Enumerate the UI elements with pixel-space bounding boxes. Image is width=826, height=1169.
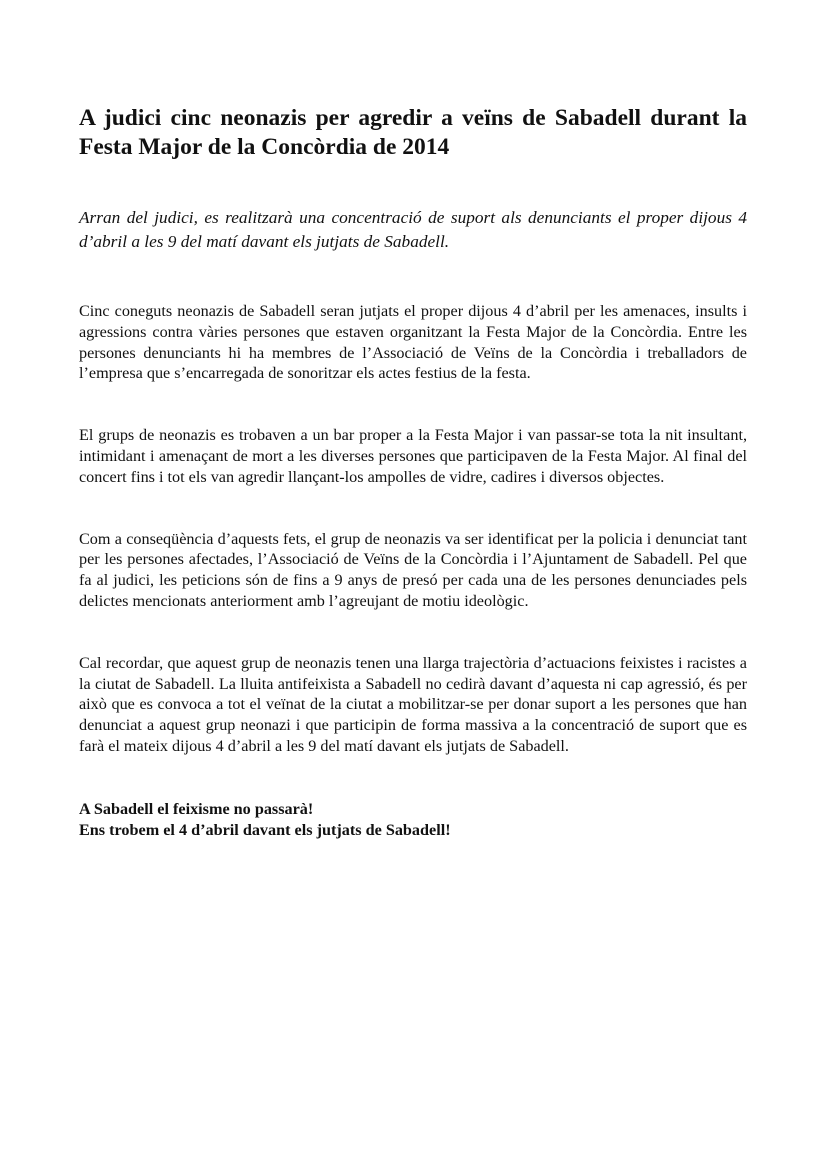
article-lead: Arran del judici, es realitzarà una concentració de suport als denunciants el proper dijous 4 d’abril a les 9 del matí davant els jutjats de Sabadell. [79,208,747,251]
closing-statement [79,799,747,841]
document-page [79,104,747,841]
article-title: A judici cinc neonazis per agredir a veïns de Sabadell durant la Festa Major de la Concòrdia de 2014 [79,105,747,160]
closing-line-2: Ens trobem el 4 d’abril davant els jutjats de Sabadell! [79,820,451,839]
closing-line-1: A Sabadell el feixisme no passarà! [79,799,314,818]
body-paragraph-3: Com a conseqüència d’aquests fets, el grup de neonazis va ser identificat per la policia i denunciat tant per les persones afectades, l’Associació de Veïns de la Concòrdia i l’Ajuntament de Sabadell. Pel que fa al judici, les peticions són de fins a 9 anys de presó per cada una de les persones denunciades pels delictes mencionats anteriorment amb l’agreujant de motiu ideològic. [79,529,747,610]
body-paragraph-2: El grups de neonazis es trobaven a un bar proper a la Festa Major i van passar-se tota la nit insultant, intimidant i amenaçant de mort a les diverses persones que participaven de la Festa Major. Al final del concert fins i tot els van agredir llançant-los ampolles de vidre, cadires i diversos objectes. [79,426,747,486]
body-paragraph-1: Cinc coneguts neonazis de Sabadell seran jutjats el proper dijous 4 d’abril per les amenaces, insults i agressions contra vàries persones que estaven organitzant la Festa Major de la Concòrdia. Entre les persones denunciants hi ha membres de l’Associació de Veïns de la Concòrdia i treballadors de l’empresa que s’encarregada de sonoritzar els actes festius de la festa. [79,302,747,383]
body-paragraph-4: Cal recordar, que aquest grup de neonazis tenen una llarga trajectòria d’actuacions feixistes i racistes a la ciutat de Sabadell. La lluita antifeixista a Sabadell no cedirà davant d’aquesta ni cap agressió, és per això que es convoca a tot el veïnat de la ciutat a mobilitzar-se per donar suport a les persones que han denunciat a aquest grup neonazi i que participin de forma massiva a la concentració de suport que es farà el mateix dijous 4 d’abril a les 9 del matí davant els jutjats de Sabadell. [79,653,747,755]
